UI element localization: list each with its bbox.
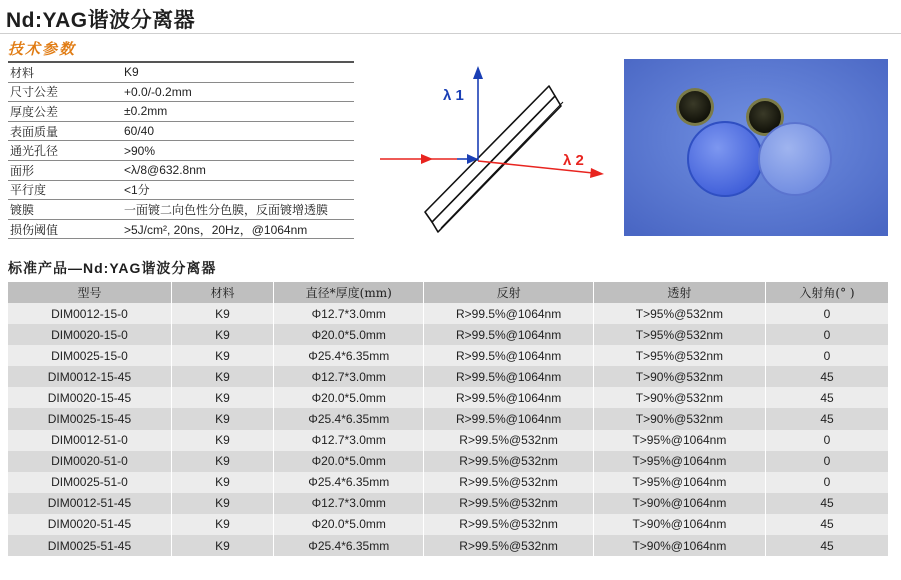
standard-products-heading	[8, 258, 216, 278]
incident-arrow-icon	[421, 154, 433, 164]
spec-value: <λ/8@632.8nm	[122, 160, 354, 180]
table-cell: Φ12.7*3.0mm	[274, 493, 424, 514]
spec-row	[8, 200, 354, 220]
table-row	[8, 303, 888, 324]
table-cell: 0	[766, 345, 888, 366]
table-cell: DIM0020-51-0	[8, 451, 172, 472]
table-cell: DIM0025-51-0	[8, 472, 172, 493]
table-cell: K9	[172, 535, 274, 556]
spec-row	[8, 82, 354, 102]
table-cell: R>99.5%@532nm	[424, 514, 593, 535]
table-row	[8, 514, 888, 535]
table-cell: R>99.5%@532nm	[424, 535, 593, 556]
table-cell: Φ25.4*6.35mm	[274, 472, 424, 493]
spec-value: K9	[122, 62, 354, 82]
column-header: 透射	[594, 282, 766, 303]
table-cell: Φ12.7*3.0mm	[274, 366, 424, 387]
spec-row	[8, 62, 354, 82]
table-row	[8, 366, 888, 387]
spec-label: 镀膜	[8, 200, 122, 220]
table-cell: T>95%@1064nm	[594, 430, 766, 451]
table-cell: 45	[766, 535, 888, 556]
blue-large-disc	[688, 122, 762, 196]
table-cell: DIM0012-15-0	[8, 303, 172, 324]
table-cell: 45	[766, 366, 888, 387]
spec-table	[8, 61, 354, 239]
table-cell: DIM0025-15-0	[8, 345, 172, 366]
products-header-row	[8, 282, 888, 303]
table-cell: Φ25.4*6.35mm	[274, 408, 424, 429]
table-cell: DIM0012-51-0	[8, 430, 172, 451]
transmitted-arrow-icon	[590, 168, 604, 178]
table-cell: T>95%@1064nm	[594, 472, 766, 493]
table-cell: R>99.5%@532nm	[424, 472, 593, 493]
table-cell: Φ20.0*5.0mm	[274, 451, 424, 472]
table-cell: T>90%@532nm	[594, 408, 766, 429]
table-cell: R>99.5%@1064nm	[424, 387, 593, 408]
dark-small-disc-1	[676, 88, 714, 126]
table-cell: T>90%@1064nm	[594, 493, 766, 514]
table-row	[8, 451, 888, 472]
table-cell: Φ25.4*6.35mm	[274, 535, 424, 556]
table-cell: T>95%@532nm	[594, 324, 766, 345]
product-photo	[624, 59, 888, 236]
table-cell: R>99.5%@1064nm	[424, 345, 593, 366]
table-row	[8, 535, 888, 556]
table-cell: R>99.5%@532nm	[424, 430, 593, 451]
table-cell: T>90%@1064nm	[594, 535, 766, 556]
table-cell: T>95%@532nm	[594, 303, 766, 324]
table-cell: R>99.5%@532nm	[424, 451, 593, 472]
table-cell: DIM0025-51-45	[8, 535, 172, 556]
table-row	[8, 430, 888, 451]
table-cell: 45	[766, 387, 888, 408]
table-cell: 0	[766, 430, 888, 451]
pale-large-disc	[759, 123, 831, 195]
spec-row	[8, 121, 354, 141]
table-cell: 45	[766, 493, 888, 514]
table-cell: Φ12.7*3.0mm	[274, 303, 424, 324]
table-cell: R>99.5%@1064nm	[424, 303, 593, 324]
table-row	[8, 387, 888, 408]
table-row	[8, 345, 888, 366]
table-cell: K9	[172, 345, 274, 366]
column-header: 型号	[8, 282, 172, 303]
table-cell: Φ25.4*6.35mm	[274, 345, 424, 366]
table-cell: T>95%@532nm	[594, 345, 766, 366]
spec-heading: 技术参数	[8, 41, 77, 58]
table-cell: K9	[172, 387, 274, 408]
spec-value: >90%	[122, 141, 354, 161]
reflected-arrow-up-icon	[473, 66, 483, 79]
table-cell: K9	[172, 472, 274, 493]
table-cell: Φ20.0*5.0mm	[274, 514, 424, 535]
table-cell: DIM0012-51-45	[8, 493, 172, 514]
spec-value: ±0.2mm	[122, 102, 354, 122]
spec-row	[8, 180, 354, 200]
spec-row	[8, 219, 354, 239]
table-cell: DIM0020-15-0	[8, 324, 172, 345]
table-cell: Φ20.0*5.0mm	[274, 324, 424, 345]
table-cell: T>90%@532nm	[594, 387, 766, 408]
table-cell: T>90%@532nm	[594, 366, 766, 387]
spec-row	[8, 141, 354, 161]
table-cell: R>99.5%@532nm	[424, 493, 593, 514]
table-row	[8, 472, 888, 493]
column-header: 直径*厚度(mm)	[274, 282, 424, 303]
table-cell: Φ12.7*3.0mm	[274, 430, 424, 451]
label-lambda-1: λ 1	[443, 87, 464, 104]
table-cell: DIM0020-51-45	[8, 514, 172, 535]
std-heading-suffix: Nd:YAG谐波分离器	[83, 260, 217, 276]
table-cell: R>99.5%@1064nm	[424, 366, 593, 387]
table-cell: K9	[172, 408, 274, 429]
table-cell: K9	[172, 493, 274, 514]
column-header: 材料	[172, 282, 274, 303]
spec-value: >5J/cm², 20ns，20Hz，@1064nm	[122, 219, 354, 239]
table-cell: 0	[766, 451, 888, 472]
table-cell: 0	[766, 472, 888, 493]
table-cell: K9	[172, 324, 274, 345]
table-cell: K9	[172, 366, 274, 387]
table-cell: DIM0025-15-45	[8, 408, 172, 429]
spec-value: 60/40	[122, 121, 354, 141]
table-cell: DIM0012-15-45	[8, 366, 172, 387]
table-cell: DIM0020-15-45	[8, 387, 172, 408]
spec-label: 材料	[8, 62, 122, 82]
page-title: Nd:YAG谐波分离器	[6, 9, 196, 32]
spec-row	[8, 102, 354, 122]
title-divider	[0, 33, 901, 34]
table-cell: K9	[172, 430, 274, 451]
column-header: 入射角(° )	[766, 282, 888, 303]
spec-label: 通光孔径	[8, 141, 122, 161]
table-cell: R>99.5%@1064nm	[424, 408, 593, 429]
spec-value: <1分	[122, 180, 354, 200]
table-cell: R>99.5%@1064nm	[424, 324, 593, 345]
table-cell: K9	[172, 451, 274, 472]
spec-value: 一面镀二向色性分色膜，反面镀增透膜	[122, 200, 354, 220]
table-cell: Φ20.0*5.0mm	[274, 387, 424, 408]
table-cell: T>90%@1064nm	[594, 514, 766, 535]
spec-label: 面形	[8, 160, 122, 180]
table-cell: 0	[766, 303, 888, 324]
spec-label: 厚度公差	[8, 102, 122, 122]
table-cell: 45	[766, 408, 888, 429]
beam-splitter-diagram	[375, 62, 610, 237]
table-cell: 0	[766, 324, 888, 345]
table-cell: K9	[172, 514, 274, 535]
column-header: 反射	[424, 282, 593, 303]
spec-label: 损伤阈值	[8, 219, 122, 239]
table-cell: 45	[766, 514, 888, 535]
table-row	[8, 408, 888, 429]
label-lambda-2: λ 2	[563, 152, 584, 169]
spec-value: +0.0/-0.2mm	[122, 82, 354, 102]
table-row	[8, 493, 888, 514]
spec-label: 表面质量	[8, 121, 122, 141]
table-row	[8, 324, 888, 345]
std-heading-prefix: 标准产品—	[8, 260, 83, 276]
spec-row	[8, 160, 354, 180]
table-cell: K9	[172, 303, 274, 324]
spec-label: 平行度	[8, 180, 122, 200]
products-table	[8, 282, 888, 556]
spec-label: 尺寸公差	[8, 82, 122, 102]
table-cell: T>95%@1064nm	[594, 451, 766, 472]
